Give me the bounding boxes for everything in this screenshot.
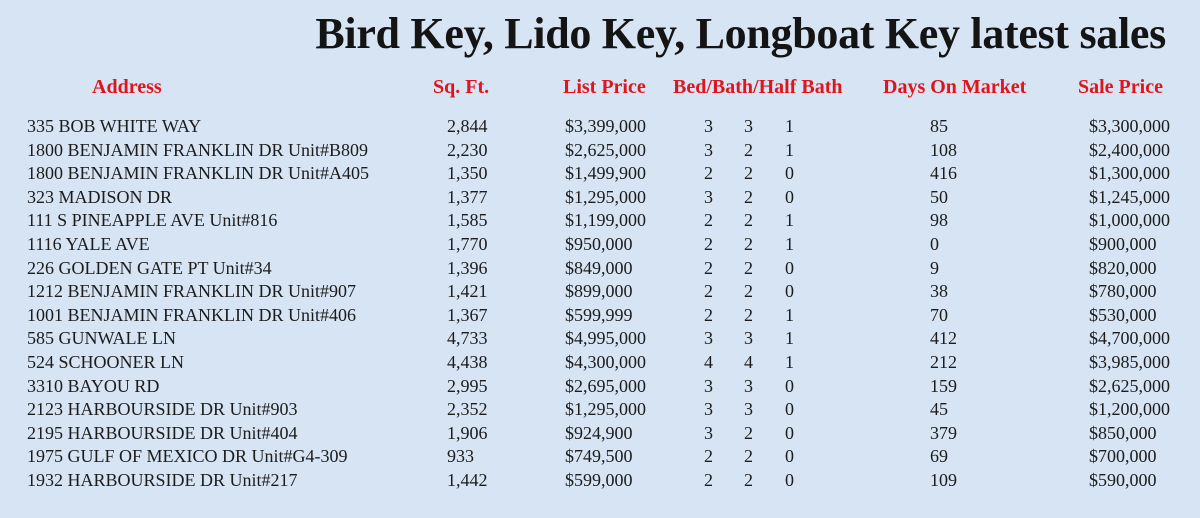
cell-bedrooms: 2 <box>704 257 713 278</box>
table-row <box>0 445 1200 469</box>
cell-list-price: $2,625,000 <box>565 139 646 160</box>
table-row <box>0 162 1200 186</box>
cell-bathrooms: 2 <box>744 257 753 278</box>
cell-list-price: $2,695,000 <box>565 375 646 396</box>
table-row <box>0 398 1200 422</box>
cell-address: 585 GUNWALE LN <box>27 328 176 349</box>
cell-list-price: $849,000 <box>565 257 633 278</box>
cell-days-on-market: 109 <box>930 469 957 490</box>
cell-list-price: $950,000 <box>565 233 633 254</box>
table-row <box>0 351 1200 375</box>
cell-address: 226 GOLDEN GATE PT Unit#34 <box>27 257 272 278</box>
cell-bedrooms: 3 <box>704 422 713 443</box>
cell-sale-price: $2,400,000 <box>1089 139 1170 160</box>
cell-bedrooms: 2 <box>704 163 713 184</box>
cell-bathrooms: 3 <box>744 116 753 136</box>
table-row <box>0 233 1200 257</box>
column-header-sqft: Sq. Ft. <box>433 76 490 98</box>
cell-address: 1800 BENJAMIN FRANKLIN DR Unit#A405 <box>27 163 370 184</box>
cell-list-price: $599,000 <box>565 469 633 490</box>
column-header-days-on-market: Days On Market <box>883 76 1027 98</box>
cell-list-price: $1,199,000 <box>565 210 646 231</box>
cell-half-baths: 0 <box>785 186 794 207</box>
table-row <box>0 257 1200 281</box>
cell-days-on-market: 159 <box>930 375 957 396</box>
cell-bedrooms: 2 <box>704 304 713 325</box>
cell-sale-price: $3,985,000 <box>1089 351 1170 372</box>
cell-sale-price: $1,245,000 <box>1089 186 1170 207</box>
cell-sale-price: $1,000,000 <box>1089 210 1170 231</box>
cell-address: 2123 HARBOURSIDE DR Unit#903 <box>27 399 298 420</box>
cell-address: 335 BOB WHITE WAY <box>27 116 202 136</box>
cell-list-price: $749,500 <box>565 446 633 467</box>
column-header-list-price: List Price <box>563 76 646 98</box>
cell-list-price: $4,300,000 <box>565 351 646 372</box>
cell-sqft: 4,438 <box>447 351 488 372</box>
cell-sqft: 1,377 <box>447 186 488 207</box>
column-header-sale-price: Sale Price <box>1078 76 1163 98</box>
cell-days-on-market: 45 <box>930 399 948 420</box>
cell-list-price: $1,295,000 <box>565 399 646 420</box>
cell-bathrooms: 2 <box>744 469 753 490</box>
cell-list-price: $599,999 <box>565 304 633 325</box>
cell-days-on-market: 50 <box>930 186 948 207</box>
cell-bathrooms: 2 <box>744 210 753 231</box>
cell-half-baths: 1 <box>785 116 794 136</box>
table-row <box>0 209 1200 233</box>
cell-address: 1212 BENJAMIN FRANKLIN DR Unit#907 <box>27 281 357 302</box>
cell-address: 1116 YALE AVE <box>27 233 150 254</box>
cell-bedrooms: 2 <box>704 469 713 490</box>
cell-days-on-market: 212 <box>930 351 957 372</box>
cell-sale-price: $780,000 <box>1089 281 1157 302</box>
table-row <box>0 139 1200 163</box>
cell-sale-price: $900,000 <box>1089 233 1157 254</box>
cell-bathrooms: 3 <box>744 375 753 396</box>
cell-half-baths: 1 <box>785 210 794 231</box>
cell-address: 323 MADISON DR <box>27 186 173 207</box>
cell-address: 1800 BENJAMIN FRANKLIN DR Unit#B809 <box>27 139 369 160</box>
cell-sqft: 1,442 <box>447 469 488 490</box>
column-header-address: Address <box>92 76 162 98</box>
table-row <box>0 327 1200 351</box>
cell-half-baths: 1 <box>785 139 794 160</box>
cell-sale-price: $4,700,000 <box>1089 328 1170 349</box>
table-row <box>0 186 1200 210</box>
cell-bathrooms: 2 <box>744 233 753 254</box>
cell-days-on-market: 108 <box>930 139 957 160</box>
cell-sqft: 1,367 <box>447 304 488 325</box>
cell-bedrooms: 2 <box>704 233 713 254</box>
cell-sale-price: $3,300,000 <box>1089 116 1170 136</box>
cell-list-price: $1,295,000 <box>565 186 646 207</box>
cell-days-on-market: 38 <box>930 281 948 302</box>
cell-bathrooms: 2 <box>744 281 753 302</box>
table-row <box>0 280 1200 304</box>
cell-sale-price: $590,000 <box>1089 469 1157 490</box>
cell-half-baths: 0 <box>785 163 794 184</box>
cell-bedrooms: 3 <box>704 139 713 160</box>
cell-sqft: 1,770 <box>447 233 488 254</box>
cell-address: 1932 HARBOURSIDE DR Unit#217 <box>27 469 298 490</box>
cell-sale-price: $1,200,000 <box>1089 399 1170 420</box>
cell-half-baths: 0 <box>785 281 794 302</box>
table-row <box>0 115 1200 139</box>
cell-bathrooms: 3 <box>744 399 753 420</box>
cell-bathrooms: 2 <box>744 304 753 325</box>
cell-half-baths: 0 <box>785 469 794 490</box>
cell-address: 111 S PINEAPPLE AVE Unit#816 <box>27 210 278 231</box>
table-row <box>0 469 1200 493</box>
cell-bedrooms: 3 <box>704 116 713 136</box>
cell-sqft: 1,350 <box>447 163 488 184</box>
cell-bathrooms: 3 <box>744 328 753 349</box>
sales-table <box>0 115 1200 493</box>
table-row <box>0 304 1200 328</box>
table-row <box>0 375 1200 399</box>
cell-bathrooms: 4 <box>744 351 753 372</box>
cell-list-price: $3,399,000 <box>565 116 646 136</box>
cell-bedrooms: 4 <box>704 351 713 372</box>
cell-list-price: $924,900 <box>565 422 633 443</box>
cell-sqft: 1,396 <box>447 257 488 278</box>
cell-days-on-market: 0 <box>930 233 939 254</box>
cell-sqft: 1,906 <box>447 422 488 443</box>
cell-sqft: 4,733 <box>447 328 488 349</box>
cell-half-baths: 0 <box>785 422 794 443</box>
cell-bathrooms: 2 <box>744 163 753 184</box>
cell-sqft: 2,844 <box>447 116 488 136</box>
cell-bedrooms: 2 <box>704 446 713 467</box>
cell-bedrooms: 3 <box>704 399 713 420</box>
cell-sqft: 933 <box>447 446 474 467</box>
cell-sale-price: $850,000 <box>1089 422 1157 443</box>
cell-address: 2195 HARBOURSIDE DR Unit#404 <box>27 422 298 443</box>
cell-bedrooms: 3 <box>704 186 713 207</box>
cell-bathrooms: 2 <box>744 139 753 160</box>
cell-sale-price: $2,625,000 <box>1089 375 1170 396</box>
cell-days-on-market: 70 <box>930 304 948 325</box>
cell-address: 3310 BAYOU RD <box>27 375 160 396</box>
cell-days-on-market: 412 <box>930 328 957 349</box>
cell-sale-price: $1,300,000 <box>1089 163 1170 184</box>
cell-list-price: $4,995,000 <box>565 328 646 349</box>
cell-sale-price: $820,000 <box>1089 257 1157 278</box>
cell-half-baths: 0 <box>785 375 794 396</box>
cell-days-on-market: 98 <box>930 210 948 231</box>
cell-half-baths: 1 <box>785 328 794 349</box>
cell-half-baths: 0 <box>785 446 794 467</box>
cell-bedrooms: 3 <box>704 375 713 396</box>
cell-sqft: 2,230 <box>447 139 488 160</box>
cell-bedrooms: 2 <box>704 210 713 231</box>
cell-bedrooms: 3 <box>704 328 713 349</box>
cell-half-baths: 1 <box>785 304 794 325</box>
cell-sqft: 2,995 <box>447 375 488 396</box>
cell-list-price: $1,499,900 <box>565 163 646 184</box>
cell-days-on-market: 85 <box>930 116 948 136</box>
cell-sqft: 2,352 <box>447 399 488 420</box>
cell-bathrooms: 2 <box>744 422 753 443</box>
cell-sqft: 1,421 <box>447 281 488 302</box>
cell-list-price: $899,000 <box>565 281 633 302</box>
cell-sale-price: $700,000 <box>1089 446 1157 467</box>
cell-bedrooms: 2 <box>704 281 713 302</box>
cell-half-baths: 0 <box>785 257 794 278</box>
cell-address: 524 SCHOONER LN <box>27 351 185 372</box>
cell-address: 1001 BENJAMIN FRANKLIN DR Unit#406 <box>27 304 357 325</box>
cell-half-baths: 0 <box>785 399 794 420</box>
page-title: Bird Key, Lido Key, Longboat Key latest sales <box>315 9 1166 58</box>
cell-sale-price: $530,000 <box>1089 304 1157 325</box>
cell-bathrooms: 2 <box>744 186 753 207</box>
cell-half-baths: 1 <box>785 351 794 372</box>
cell-days-on-market: 416 <box>930 163 957 184</box>
cell-bathrooms: 2 <box>744 446 753 467</box>
table-row <box>0 422 1200 446</box>
cell-sqft: 1,585 <box>447 210 488 231</box>
cell-address: 1975 GULF OF MEXICO DR Unit#G4-309 <box>27 446 348 467</box>
cell-days-on-market: 69 <box>930 446 948 467</box>
cell-days-on-market: 9 <box>930 257 939 278</box>
column-header-bed-bath-half: Bed/Bath/Half Bath <box>673 76 843 98</box>
cell-days-on-market: 379 <box>930 422 957 443</box>
cell-half-baths: 1 <box>785 233 794 254</box>
